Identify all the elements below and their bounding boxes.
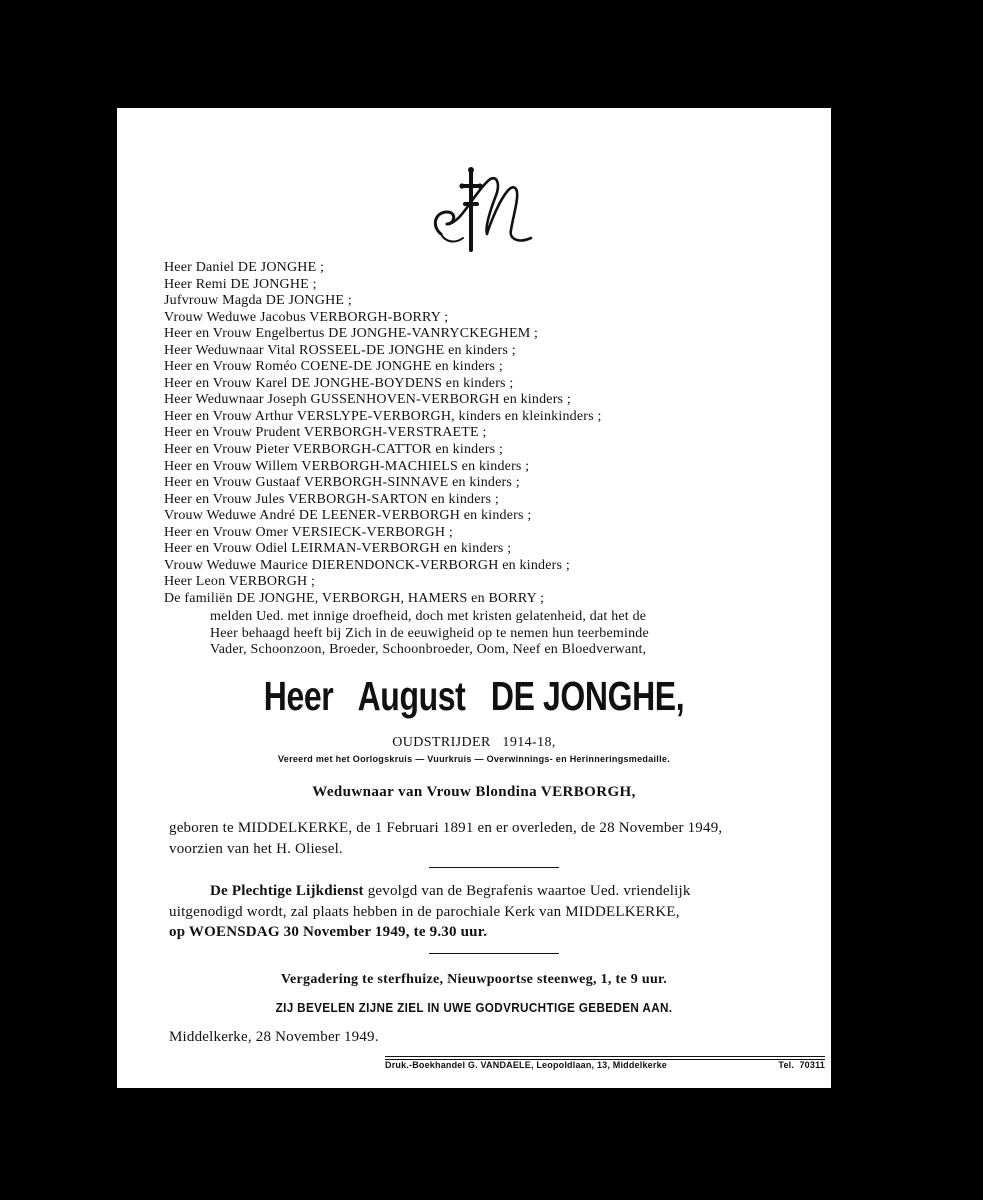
announcement-message — [210, 609, 830, 659]
service-line — [169, 922, 829, 943]
service-title: De Plechtige Lijkdienst — [210, 883, 364, 899]
divider — [429, 953, 559, 954]
mourner-line: Heer en Vrouw Roméo COENE-DE JONGHE en kinders ; — [164, 359, 503, 375]
service-line — [169, 881, 829, 902]
mourner-line: Heer en Vrouw Engelbertus DE JONGHE-VANRYCKEGHEM ; — [164, 326, 539, 342]
mourner-line: Heer en Vrouw Jules VERBORGH-SARTON en kinders ; — [164, 491, 499, 507]
printer-phone: Tel. 70311 — [778, 1060, 825, 1070]
service-line: uitgenodigd wordt, zal plaats hebben in de parochiale Kerk van MIDDELKERKE, — [169, 903, 680, 920]
medals-line: Vereerd met het Oorlogskruis — Vuurkruis — Overwinnings- en Herinneringsmedaille. — [277, 754, 671, 764]
mourner-line: Heer Weduwnaar Vital ROSSEEL-DE JONGHE en kinders ; — [164, 342, 516, 358]
gathering-line: Vergadering te sterfhuize, Nieuwpoortse steenweg, 1, te 9 uur. — [280, 972, 668, 987]
mourner-line: Jufvrouw Magda DE JONGHE ; — [164, 293, 352, 309]
birth-death-details — [169, 818, 829, 859]
sacrament-line: voorzien van het H. Oliesel. — [169, 840, 343, 857]
mourner-line: Heer en Vrouw Gustaaf VERBORGH-SINNAVE en kinders ; — [164, 475, 520, 491]
mourner-line: Heer Daniel DE JONGHE ; — [164, 260, 325, 275]
funeral-service-details — [169, 881, 829, 943]
mourner-line: Heer Leon VERBORGH ; — [164, 574, 316, 590]
widower-line: Weduwnaar van Vrouw Blondina VERBORGH, — [312, 784, 636, 800]
service-text: op — [169, 924, 189, 940]
mourner-line: Heer Remi DE JONGHE ; — [164, 276, 317, 292]
mourner-line: Heer en Vrouw Pieter VERBORGH-CATTOR en kinders ; — [164, 442, 504, 458]
service-datetime: 30 November 1949, te 9.30 uur. — [279, 924, 488, 940]
message-line: melden Ued. met innige droefheid, doch met kristen gelatenheid, dat het de — [210, 609, 647, 624]
mourner-line: Heer en Vrouw Arthur VERSLYPE-VERBORGH, kinders en kleinkinders ; — [164, 408, 602, 424]
mourner-line: Heer en Vrouw Odiel LEIRMAN-VERBORGH en kinders ; — [164, 541, 512, 557]
birth-death-line: geboren te MIDDELKERKE, de 1 Februari 1891 en er overleden, de 28 November 1949, — [169, 820, 723, 836]
mourner-line: Heer Weduwnaar Joseph GUSSENHOVEN-VERBORGH en kinders ; — [164, 392, 571, 408]
funeral-card — [117, 108, 831, 1088]
message-line: Heer behaagd heeft bij Zich in de eeuwigheid op te nemen hun teerbeminde — [210, 625, 649, 641]
mourner-line: Heer en Vrouw Willem VERBORGH-MACHIELS en kinders ; — [164, 458, 530, 474]
prayer-line: ZIJ BEVELEN ZIJNE ZIEL IN UWE GODVRUCHTIGE GEBEDEN AAN. — [275, 1000, 673, 1015]
printer-name: Druk.-Boekhandel G. VANDAELE, Leopoldlaan, 13, Middelkerke — [385, 1060, 667, 1070]
mourner-line: Vrouw Weduwe André DE LEENER-VERBORGH en kinders ; — [164, 508, 532, 524]
mourner-line: Vrouw Weduwe Jacobus VERBORGH-BORRY ; — [164, 309, 449, 325]
message-line: Vader, Schoonzoon, Broeder, Schoonbroeder, Oom, Neef en Bloedverwant, — [210, 642, 647, 657]
divider — [429, 867, 559, 868]
veteran-line: OUDSTRIJDER 1914-18, — [392, 735, 556, 750]
service-text: gevolgd van de Begrafenis waartoe Ued. vriendelijk — [363, 883, 691, 899]
mourner-line: Heer en Vrouw Omer VERSIECK-VERBORGH ; — [164, 524, 453, 540]
mourner-line: Vrouw Weduwe Maurice DIERENDONCK-VERBORGH en kinders ; — [164, 557, 570, 573]
mourner-line: Heer en Vrouw Karel DE JONGHE-BOYDENS en kinders ; — [164, 375, 514, 391]
mourner-line: De familiën DE JONGHE, VERBORGH, HAMERS en BORRY ; — [164, 590, 545, 606]
deceased-name: Heer August DE JONGHE, — [263, 673, 685, 719]
service-day: WOENSDAG — [188, 924, 280, 940]
place-date: Middelkerke, 28 November 1949. — [169, 1029, 379, 1045]
printer-imprint — [385, 1056, 825, 1070]
cross-monogram-emblem — [427, 164, 537, 254]
mourner-line: Heer en Vrouw Prudent VERBORGH-VERSTRAETE ; — [164, 425, 487, 441]
mourners-list — [164, 260, 804, 607]
